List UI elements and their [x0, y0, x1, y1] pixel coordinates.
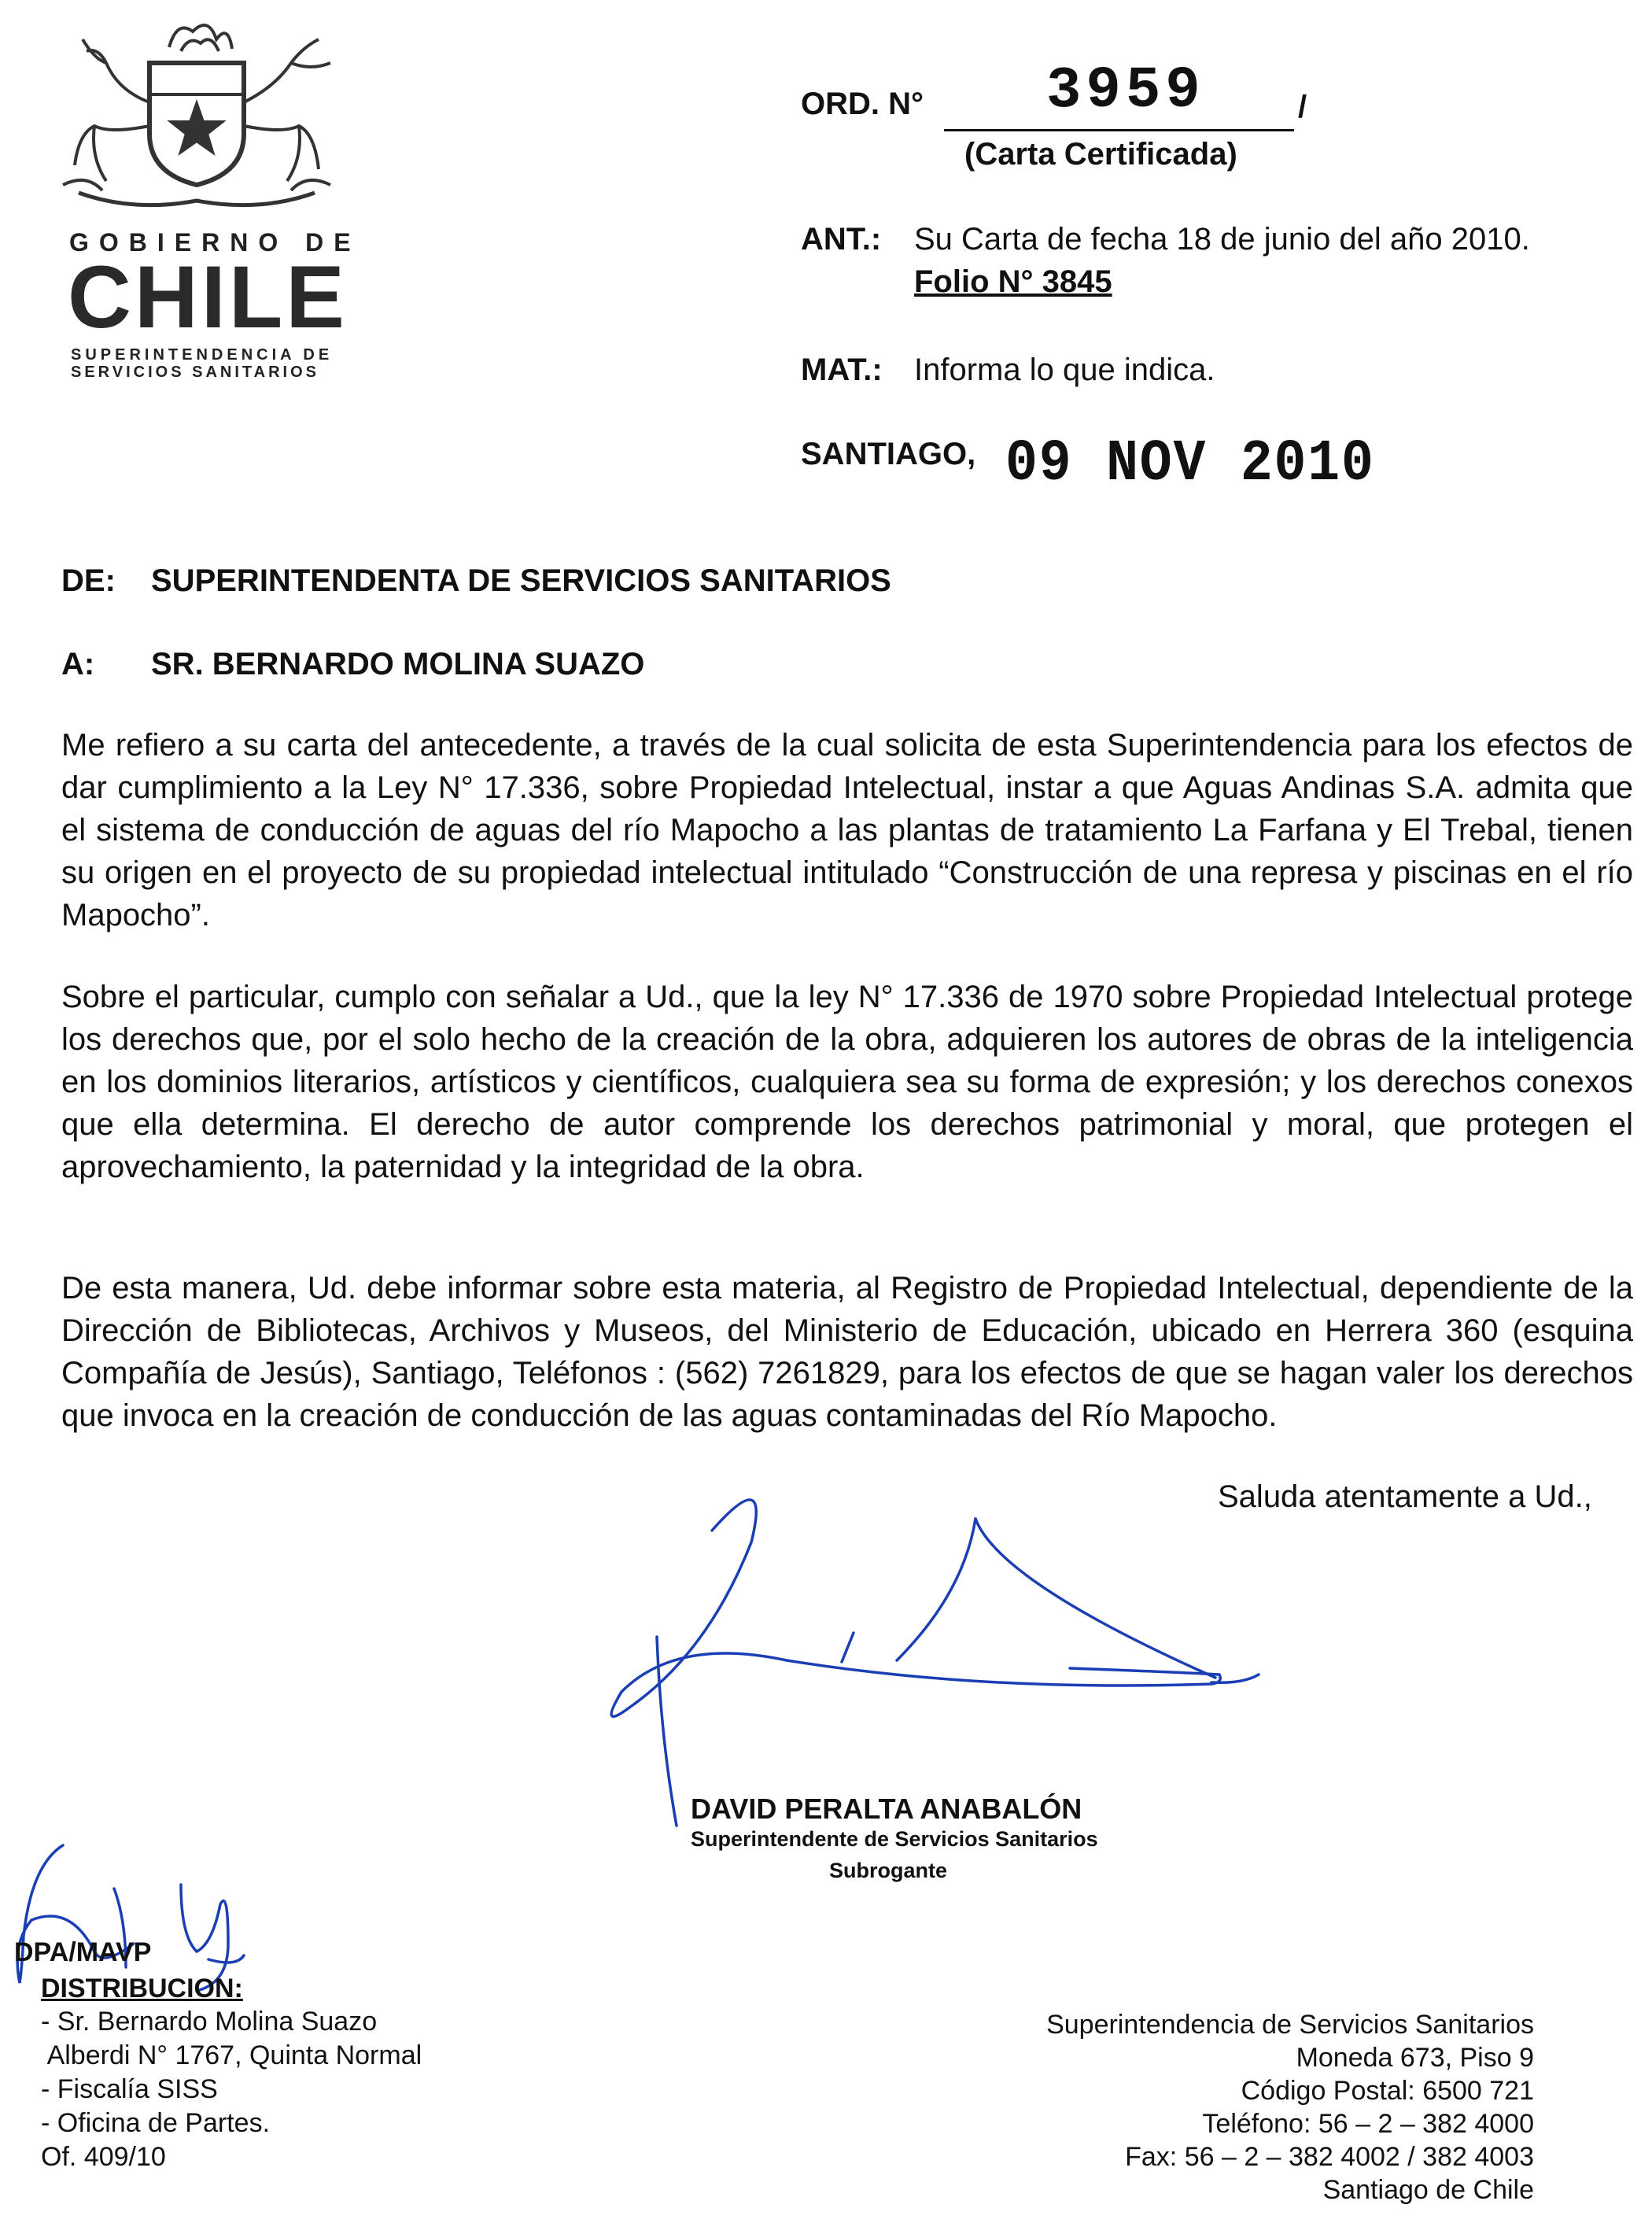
- reference-initials: DPA/MAVP: [14, 1937, 152, 1967]
- list-item: Alberdi N° 1767, Quinta Normal: [41, 2040, 422, 2070]
- ant-label: ANT.:: [801, 222, 882, 257]
- list-item: Of. 409/10: [41, 2142, 166, 2172]
- address-line: Moneda 673, Piso 9: [1296, 2043, 1534, 2073]
- address-line: Superintendencia de Servicios Sanitarios: [1046, 2010, 1534, 2040]
- folio-number: Folio N° 3845: [914, 264, 1112, 299]
- letterhead-servicios: SERVICIOS SANITARIOS: [71, 364, 319, 381]
- distribution-heading: DISTRIBUCION:: [41, 1974, 243, 2003]
- office-address: [944, 2008, 1534, 2206]
- letterhead-chile: CHILE: [68, 248, 348, 346]
- ord-slash: /: [1298, 90, 1307, 124]
- ant-text: Su Carta de fecha 18 de junio del año 2010.: [914, 222, 1530, 257]
- address-line: Código Postal: 6500 721: [1241, 2076, 1534, 2106]
- mat-label: MAT.:: [801, 353, 883, 387]
- letterhead-gobierno: GOBIERNO DE: [69, 228, 361, 257]
- letterhead-superintendencia: SUPERINTENDENCIA DE: [71, 346, 334, 364]
- address-line: Fax: 56 – 2 – 382 4002 / 382 4003: [1125, 2142, 1534, 2172]
- a-text: SR. BERNARDO MOLINA SUAZO: [151, 647, 645, 681]
- mat-text: Informa lo que indica.: [914, 353, 1215, 387]
- date-stamp: 09 NOV 2010: [1005, 431, 1375, 497]
- a-label: A:: [61, 647, 95, 681]
- signatory-title: Superintendente de Servicios Sanitarios: [691, 1827, 1098, 1851]
- santiago-label: SANTIAGO,: [801, 437, 976, 471]
- address-line: Teléfono: 56 – 2 – 382 4000: [1202, 2109, 1534, 2139]
- carta-certificada: (Carta Certificada): [964, 137, 1237, 172]
- de-text: SUPERINTENDENTA DE SERVICIOS SANITARIOS: [151, 563, 891, 598]
- signatory-subtitle: Subrogante: [829, 1859, 948, 1882]
- closing: Saluda atentamente a Ud.,: [1218, 1479, 1592, 1514]
- de-label: DE:: [61, 563, 116, 598]
- list-item: - Oficina de Partes.: [41, 2108, 271, 2138]
- ord-number: 3959: [1046, 58, 1205, 124]
- body-paragraph-1: Me refiero a su carta del antecedente, a través de la cual solicita de esta Superintendencia para los efectos de dar cumplimiento a la Ley N° 17.336, sobre Propiedad Intelectual, instar a que Aguas Andinas S.A. admita que el sistema de conducción de aguas del río Mapocho a las plantas de tratamiento La Farfana y El Trebal, tienen su origen en el proyecto de su propiedad intelectual intitulado “Construcción de una represa y piscinas en el río Mapocho”.: [61, 728, 1633, 932]
- body-paragraph-3: De esta manera, Ud. debe informar sobre esta materia, al Registro de Propiedad Intelectual, dependiente de la Dirección de Bibliotecas, Archivos y Museos, del Ministerio de Educación, ubicado en Herrera 360 (esquina Compañía de Jesús), Santiago, Teléfonos : (562) 7261829, para los efectos de que se hagan valer los derechos que invoca en la creación de conducción de las aguas contaminadas del Río Mapocho.: [61, 1271, 1633, 1433]
- list-item: - Sr. Bernardo Molina Suazo: [41, 2007, 378, 2037]
- body-paragraph-2: Sobre el particular, cumplo con señalar a Ud., que la ley N° 17.336 de 1970 sobre Propiedad Intelectual protege los derechos que, por el solo hecho de la creación de la obra, adquieren los autores de obras de la inteligencia en los dominios literarios, artísticos y científicos, cualquiera sea su forma de expresión; y los derechos conexos que ella determina. El derecho de autor comprende los derechos patrimonial y moral, que protegen el aprovechamiento, la paternidad y la integridad de la obra.: [61, 980, 1633, 1184]
- list-item: - Fiscalía SISS: [41, 2074, 218, 2104]
- signatory-name: DAVID PERALTA ANABALÓN: [691, 1793, 1082, 1825]
- address-line: Santiago de Chile: [1322, 2175, 1534, 2205]
- ord-underline: [944, 129, 1294, 131]
- distribution-list: [41, 2005, 422, 2174]
- ord-label: ORD. N°: [801, 87, 924, 121]
- coat-of-arms-icon: [31, 16, 354, 220]
